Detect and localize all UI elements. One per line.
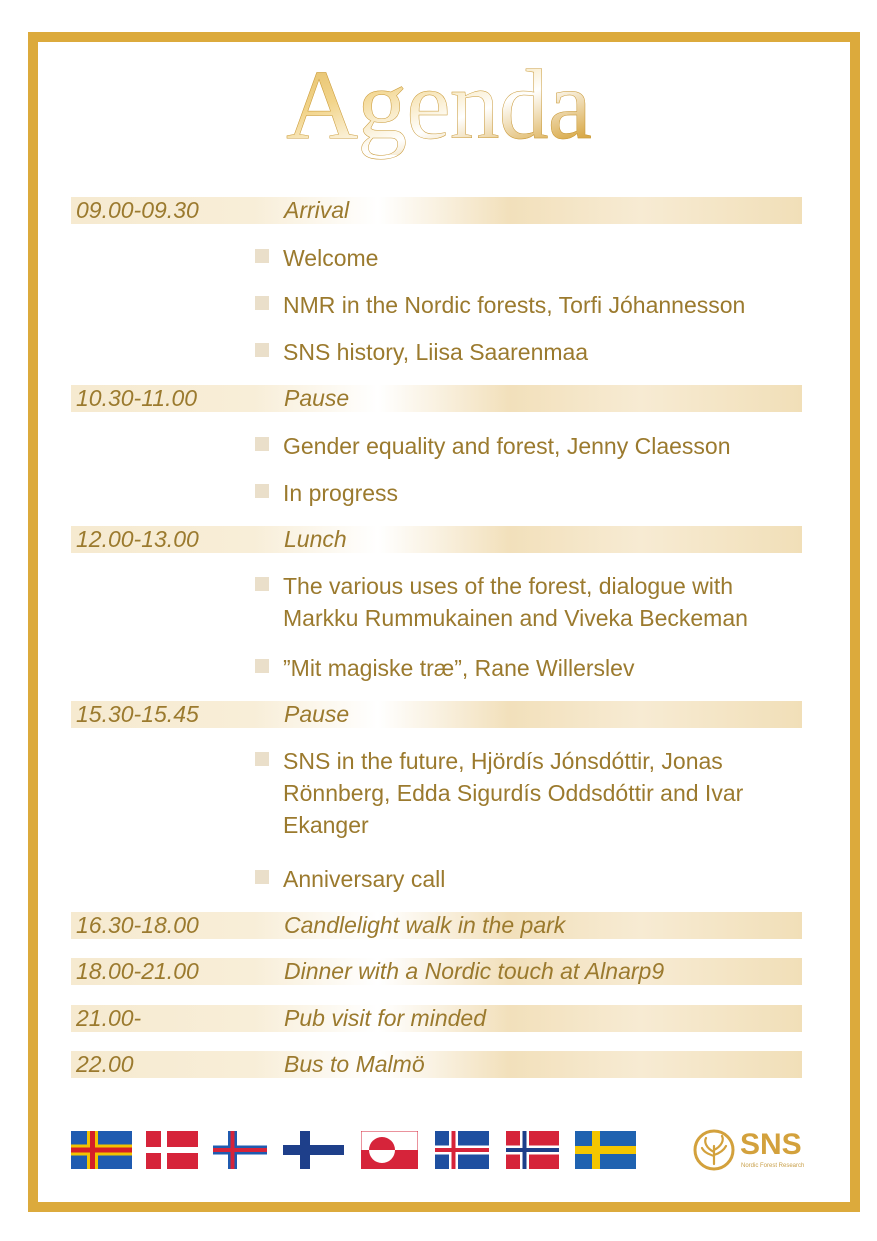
schedule-time: 18.00-21.00 <box>76 958 199 984</box>
schedule-time: 09.00-09.30 <box>76 197 199 223</box>
schedule-time: 16.30-18.00 <box>76 912 199 938</box>
bullet-icon <box>255 249 269 263</box>
schedule-label: Pause <box>284 385 350 411</box>
bullet-icon <box>255 577 269 591</box>
page-title: Agenda <box>0 55 877 155</box>
greenland-flag-icon <box>361 1131 418 1169</box>
schedule-row <box>71 958 802 985</box>
agenda-item-text: In progress <box>283 480 399 506</box>
schedule-label: Lunch <box>284 526 347 552</box>
agenda-item-text: Gender equality and forest, Jenny Claesson <box>283 433 731 459</box>
aland-flag-icon <box>71 1131 132 1169</box>
schedule-label: Pause <box>284 701 350 727</box>
denmark-flag-icon <box>146 1131 198 1169</box>
schedule-time: 15.30-15.45 <box>76 701 199 727</box>
schedule-row <box>71 1051 802 1078</box>
schedule-row <box>71 526 802 553</box>
schedule-time: 12.00-13.00 <box>76 526 199 552</box>
logo-text: SNS <box>740 1128 802 1161</box>
schedule-label: Candlelight walk in the park <box>284 912 566 938</box>
agenda-item-text: Anniversary call <box>283 866 446 892</box>
schedule-label: Bus to Malmö <box>284 1051 425 1077</box>
schedule-label: Arrival <box>284 197 350 223</box>
sns-logo-icon <box>692 1128 736 1172</box>
logo-subtitle: Nordic Forest Research <box>741 1163 805 1169</box>
bullet-icon <box>255 296 269 310</box>
iceland-flag-icon <box>435 1131 489 1169</box>
schedule-row <box>71 197 802 224</box>
agenda-item-text: The various uses of the forest, dialogue with Markku Rummukainen and Viveka Beckeman <box>283 573 748 631</box>
agenda-item-text: SNS in the future, Hjördís Jónsdóttir, Jonas Rönnberg, Edda Sigurdís Oddsdóttir and Ivar Ekanger <box>283 748 744 838</box>
schedule-time: 22.00 <box>76 1051 134 1077</box>
faroe-flag-icon <box>213 1131 267 1169</box>
schedule-row <box>71 912 802 939</box>
agenda-item-text: Welcome <box>283 245 379 271</box>
bullet-icon <box>255 752 269 766</box>
bullet-icon <box>255 870 269 884</box>
agenda-item-text: SNS history, Liisa Saarenmaa <box>283 339 589 365</box>
schedule-row <box>71 385 802 412</box>
agenda-item-text: ”Mit magiske træ”, Rane Willerslev <box>283 655 635 681</box>
schedule-row <box>71 701 802 728</box>
bullet-icon <box>255 437 269 451</box>
finland-flag-icon <box>283 1131 344 1169</box>
bullet-icon <box>255 343 269 357</box>
bullet-icon <box>255 484 269 498</box>
schedule-time: 10.30-11.00 <box>76 385 198 411</box>
bullet-icon <box>255 659 269 673</box>
agenda-item-text: NMR in the Nordic forests, Torfi Jóhannesson <box>283 292 746 318</box>
schedule-row <box>71 1005 802 1032</box>
schedule-label: Pub visit for minded <box>284 1005 486 1031</box>
sweden-flag-icon <box>575 1131 636 1169</box>
norway-flag-icon <box>506 1131 559 1169</box>
schedule-time: 21.00- <box>76 1005 142 1031</box>
schedule-label: Dinner with a Nordic touch at Alnarp9 <box>284 958 665 984</box>
